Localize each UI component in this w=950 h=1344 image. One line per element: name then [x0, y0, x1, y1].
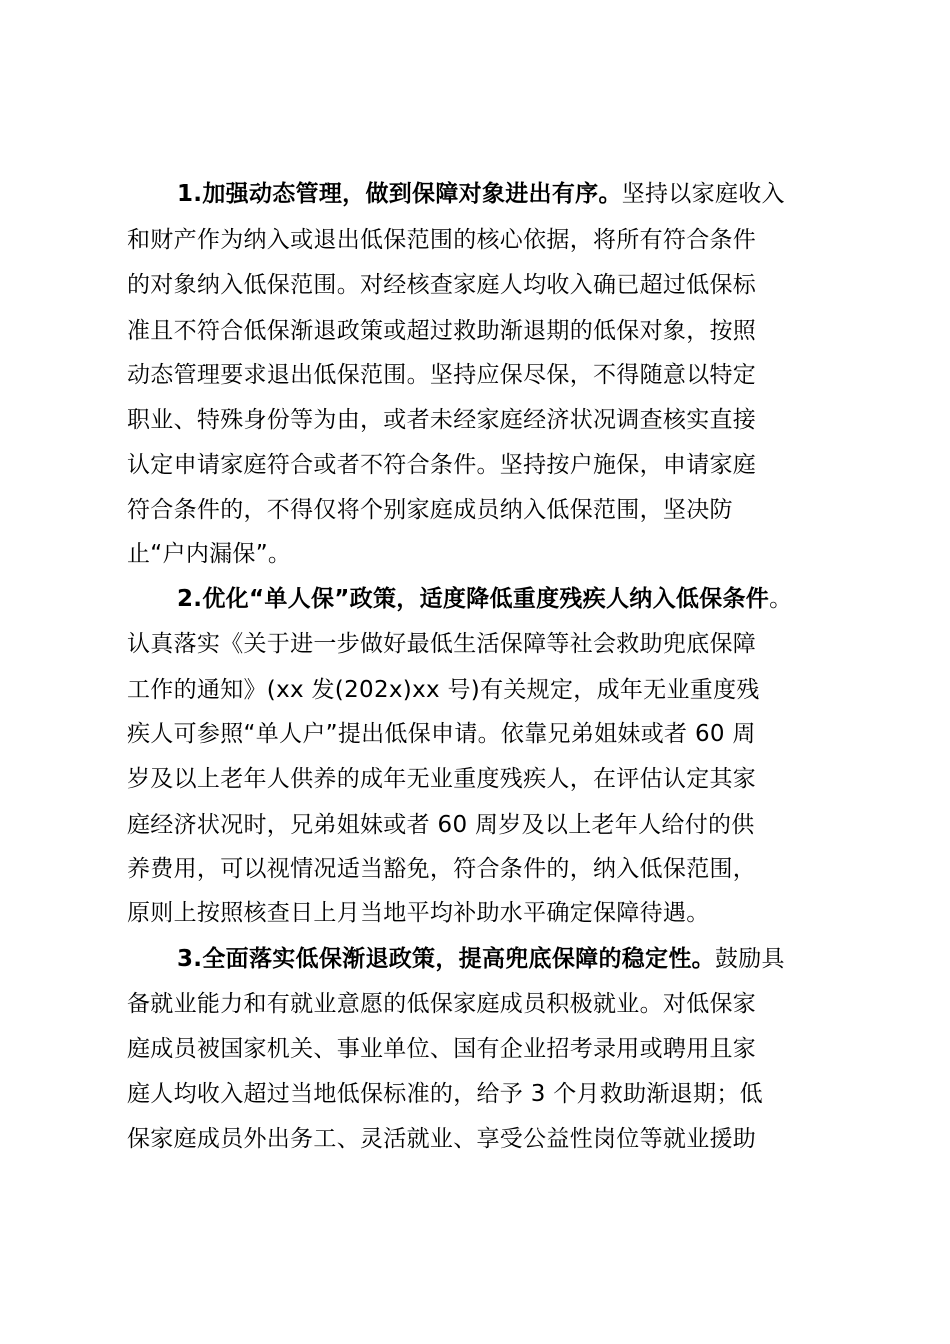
paragraph-1-line-8: 符合条件的，不得仅将个别家庭成员纳入低保范围，坚决防 — [127, 497, 733, 523]
paragraph-1-line-5: 动态管理要求退出低保范围。坚持应保尽保，不得随意以特定 — [127, 362, 757, 388]
paragraph-3-line-5: 保家庭成员外出务工、灵活就业、享受公益性岗位等就业援助 — [127, 1126, 757, 1152]
paragraph-1-line-1-text: 坚持以家庭收入 — [621, 181, 785, 207]
paragraph-2-line-6: 庭经济状况时，兄弟姐妹或者 60 周岁及以上老年人给付的供 — [127, 812, 755, 838]
paragraph-3-line-2: 备就业能力和有就业意愿的低保家庭成员积极就业。对低保家 — [127, 991, 757, 1017]
paragraph-3-line-1-text: 鼓励具 — [714, 946, 785, 972]
paragraph-2-line-4: 疾人可参照“单人户”提出低保申请。依靠兄弟姐妹或者 60 周 — [127, 721, 756, 747]
paragraph-2-line-1-text: 。 — [769, 586, 793, 612]
paragraph-2-line-1 — [177, 584, 792, 614]
paragraph-1-line-7: 认定申请家庭符合或者不符合条件。坚持按户施保，申请家庭 — [127, 452, 757, 478]
paragraph-3-heading: 3.全面落实低保渐退政策，提高兜底保障的稳定性。 — [177, 946, 715, 972]
paragraph-3-line-3: 庭成员被国家机关、事业单位、国有企业招考录用或聘用且家 — [127, 1036, 757, 1062]
paragraph-1-line-3: 的对象纳入低保范围。对经核查家庭人均收入确已超过低保标 — [127, 272, 757, 298]
paragraph-1-heading: 1.加强动态管理，做到保障对象进出有序。 — [177, 181, 622, 207]
paragraph-2-line-7: 养费用，可以视情况适当豁免，符合条件的，纳入低保范围， — [127, 856, 757, 882]
paragraph-3-line-1 — [177, 944, 785, 974]
paragraph-1-line-1 — [177, 179, 785, 209]
paragraph-2-line-8: 原则上按照核查日上月当地平均补助水平确定保障待遇。 — [127, 900, 710, 926]
paragraph-1-line-9: 止“户内漏保”。 — [127, 541, 292, 567]
paragraph-2-heading: 2.优化“单人保”政策，适度降低重度残疾人纳入低保条件 — [177, 586, 770, 612]
paragraph-2-line-5: 岁及以上老年人供养的成年无业重度残疾人，在评估认定其家 — [127, 766, 757, 792]
paragraph-1-line-4: 准且不符合低保渐退政策或超过救助渐退期的低保对象，按照 — [127, 318, 757, 344]
paragraph-2-line-3: 工作的通知》(xx 发(202x)xx 号)有关规定，成年无业重度残 — [127, 677, 760, 703]
paragraph-1-line-2: 和财产作为纳入或退出低保范围的核心依据，将所有符合条件 — [127, 227, 757, 253]
paragraph-2-line-2: 认真落实《关于进一步做好最低生活保障等社会救助兜底保障 — [127, 631, 757, 657]
paragraph-3-line-4: 庭人均收入超过当地低保标准的，给予 3 个月救助渐退期；低 — [127, 1081, 763, 1107]
paragraph-1-line-6: 职业、特殊身份等为由，或者未经家庭经济状况调查核实直接 — [127, 407, 757, 433]
